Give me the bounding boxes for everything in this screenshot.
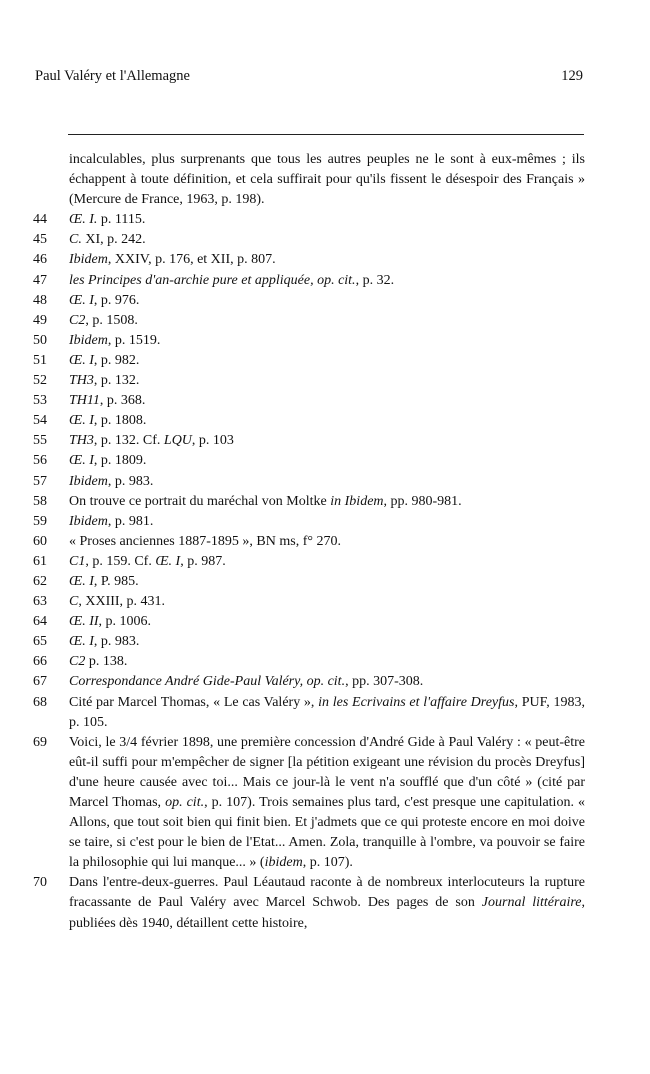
endnote-italic-segment: in les Ecrivains et l'affaire Dreyfus <box>318 694 515 710</box>
endnote-italic-segment: Œ. I <box>69 413 94 429</box>
page-number: 129 <box>561 68 583 84</box>
endnote-text <box>69 351 585 371</box>
endnote <box>33 250 585 270</box>
endnote-text <box>69 391 585 411</box>
endnote <box>33 733 585 874</box>
endnote-number: 44 <box>33 212 47 228</box>
endnote-segment: , p. 32. <box>355 272 395 288</box>
endnote-number: 70 <box>33 875 47 891</box>
endnote <box>33 431 585 451</box>
endnote-segment: , p. 976. <box>93 292 140 308</box>
endnote-italic-segment: Œ. I <box>69 634 94 650</box>
endnote-text <box>69 472 585 492</box>
endnote-italic-segment: Ibidem <box>69 513 108 529</box>
endnote-text <box>69 451 585 471</box>
endnote <box>33 572 585 592</box>
endnote-italic-segment: TH11 <box>69 393 100 409</box>
endnote-text <box>69 291 585 311</box>
endnote-italic-segment: Œ. II <box>69 614 99 630</box>
endnote-segment: , p. 1006. <box>98 614 152 630</box>
endnote <box>33 311 585 331</box>
endnote-segment: , p. 132. Cf. <box>93 433 164 449</box>
endnote-segment: , P. 985. <box>93 573 139 589</box>
endnote-number: 62 <box>33 573 47 589</box>
endnote-italic-segment: C2 <box>69 312 86 328</box>
endnote-text <box>69 371 585 391</box>
endnote-text <box>69 873 585 933</box>
endnote-italic-segment: in Ibidem <box>330 493 384 509</box>
endnote-italic-segment: C <box>69 594 79 610</box>
endnote-segment: , p. 107). Trois semaines plus tard, c'est presque une capitulation. « Allons, que tout soit bien qui finit bien. Et j'admets que ce qui proteste encore en moi doive se taire, si c'est pour le bien de l'Etat... Amen. Zola, tranquille à l'ombre, va pouvoir se faire la philosophie qui lui manque... » ( <box>69 795 585 871</box>
endnote-number: 68 <box>33 694 47 710</box>
endnote-italic-segment: op. cit. <box>165 795 205 810</box>
endnote-number: 49 <box>33 312 47 328</box>
endnote-segment: , pp. 980-981. <box>383 493 462 509</box>
endnote-text <box>69 271 585 291</box>
endnote-segment: Cité par Marcel Thomas, « Le cas Valéry », <box>69 694 319 710</box>
endnote-text <box>69 492 585 512</box>
endnote-italic-segment: C1 <box>69 553 86 569</box>
endnote-segment: Dans l'entre-deux-guerres. Paul Léautaud raconte à de nombreux interlocuteurs la rupture fracassante de Paul Valéry avec Marcel Schwob. Des pages de son <box>69 875 585 911</box>
endnote-italic-segment: Œ. I. <box>69 212 98 228</box>
endnote <box>33 632 585 652</box>
endnote-text <box>69 572 585 592</box>
endnote-italic-segment: C. <box>69 232 82 248</box>
endnote <box>33 532 585 552</box>
endnote-italic-segment: LQU <box>163 433 192 449</box>
endnote-segment: , PUF, 1983, p. 105. <box>69 694 585 730</box>
endnote-italic-segment: Œ. I <box>69 352 94 368</box>
endnote-text <box>69 693 585 733</box>
endnote-number: 66 <box>33 654 47 670</box>
endnote <box>33 411 585 431</box>
endnote-text <box>69 512 585 532</box>
endnote-text <box>69 672 585 692</box>
endnote-italic-segment: Œ. I <box>69 573 94 589</box>
endnote <box>33 331 585 351</box>
endnote <box>33 291 585 311</box>
endnote-text <box>69 331 585 351</box>
endnote-number: 63 <box>33 594 47 610</box>
endnote <box>33 391 585 411</box>
endnote-text <box>69 552 585 572</box>
endnote-segment: , p. 1508. <box>85 312 138 328</box>
endnote-text <box>69 230 585 250</box>
endnote-number: 48 <box>33 292 47 308</box>
endnote-number: 51 <box>33 352 47 368</box>
endnote-text <box>69 612 585 632</box>
endnote-segment: On trouve ce portrait du maréchal von Moltke <box>69 493 331 509</box>
endnote-italic-segment: les Principes d'an-archie pure et appliquée, op. cit. <box>69 272 356 288</box>
endnotes-list <box>33 150 585 934</box>
endnote-italic-segment: ibidem <box>264 855 303 871</box>
endnote-number: 69 <box>33 734 47 750</box>
endnote-segment: Voici, le 3/4 février 1898, une première concession d'André Gide à Paul Valéry : « peut-être eût-il suffi pour m'empêcher de signer [la pétition exigeant une révision du procès Dreyfus] d'une heure causée avec toi... Mais ce jour-là le vent n'a soufflé que d'un côté » (cité par Marcel Thomas, <box>69 734 585 810</box>
endnote-segment: p. 1115. <box>97 212 146 228</box>
endnote-number: 64 <box>33 614 47 630</box>
running-header <box>35 68 583 90</box>
endnote-segment: , p. 132. <box>93 373 140 389</box>
endnote-italic-segment: Œ. I <box>69 292 94 308</box>
endnote-italic-segment: Ibidem <box>69 252 108 268</box>
endnote-segment: , p. 983. <box>93 634 140 650</box>
endnote-segment: , p. 1809. <box>93 453 147 469</box>
endnote <box>33 873 585 933</box>
endnote <box>33 271 585 291</box>
endnote-segment: , p. 107). <box>302 855 353 871</box>
endnote-italic-segment: Journal littéraire <box>481 895 582 911</box>
endnote-segment: , p. 983. <box>107 473 154 489</box>
endnote-text <box>69 652 585 672</box>
endnote-number: 59 <box>33 513 47 529</box>
endnote-italic-segment: C2 <box>69 654 86 670</box>
endnote-number: 52 <box>33 373 47 389</box>
endnote-number: 61 <box>33 553 47 569</box>
endnote-number: 55 <box>33 433 47 449</box>
footnote-separator-rule <box>68 134 584 135</box>
endnote-segment: , XXIV, p. 176, et XII, p. 807. <box>107 252 276 268</box>
endnote-number: 58 <box>33 493 47 509</box>
endnote-italic-segment: Œ. I <box>69 453 94 469</box>
endnote-text <box>69 250 585 270</box>
endnote-text <box>69 210 585 230</box>
endnote-segment: , p. 368. <box>99 393 146 409</box>
endnote-segment: , publiées dès 1940, détaillent cette histoire, <box>69 895 585 931</box>
endnote <box>33 230 585 250</box>
endnote-number: 65 <box>33 634 47 650</box>
endnote-number: 56 <box>33 453 47 469</box>
endnote <box>33 592 585 612</box>
endnote-number: 50 <box>33 332 47 348</box>
endnote <box>33 451 585 471</box>
endnote-number: 53 <box>33 393 47 409</box>
endnote <box>33 672 585 692</box>
endnote-text <box>69 431 585 451</box>
endnote <box>33 210 585 230</box>
endnote-segment: , p. 1808. <box>93 413 147 429</box>
endnote-italic-segment: Œ. I <box>155 553 181 569</box>
endnote-segment: , XXIII, p. 431. <box>78 594 166 610</box>
endnote <box>33 552 585 572</box>
endnote-text <box>69 311 585 331</box>
running-title: Paul Valéry et l'Allemagne <box>35 68 190 84</box>
endnote-number: 46 <box>33 252 47 268</box>
endnote-segment: , p. 159. Cf. <box>85 553 156 569</box>
endnote-number: 67 <box>33 674 47 690</box>
endnote-number: 60 <box>33 533 47 549</box>
endnote-number: 54 <box>33 413 47 429</box>
endnote-text <box>69 592 585 612</box>
endnote-segment: , p. 987. <box>180 553 226 569</box>
endnote-segment: p. 138. <box>85 654 128 670</box>
endnote-italic-segment: TH3 <box>69 373 94 389</box>
endnote-text <box>69 411 585 431</box>
endnote-number: 45 <box>33 232 47 248</box>
continued-note-text: incalculables, plus surprenants que tous les autres peuples ne le sont à eux-mêmes ; ils échappent à toute définition, et cela suffirait pour qu'ils fissent le désespoir des Français » (Mercure de France, 1963, p. 198). <box>69 152 585 208</box>
endnote-italic-segment: Ibidem <box>69 473 108 489</box>
endnote <box>33 492 585 512</box>
endnote-segment: , p. 982. <box>93 352 140 368</box>
endnote <box>33 693 585 733</box>
endnote-segment: , p. 103 <box>191 433 234 449</box>
endnote <box>33 351 585 371</box>
endnote-number: 47 <box>33 272 47 288</box>
endnote-text <box>69 733 585 874</box>
endnote-text <box>69 632 585 652</box>
endnote-segment: , p. 1519. <box>107 332 161 348</box>
endnote-segment: , pp. 307-308. <box>345 674 424 690</box>
endnote-italic-segment: Ibidem <box>69 332 108 348</box>
endnote-segment: XI, p. 242. <box>81 232 146 248</box>
endnote-segment: , p. 981. <box>107 513 154 529</box>
endnote <box>33 512 585 532</box>
endnote <box>33 652 585 672</box>
endnote <box>33 612 585 632</box>
endnote-italic-segment: Correspondance André Gide-Paul Valéry, op. cit. <box>69 674 346 690</box>
endnote-number: 57 <box>33 473 47 489</box>
endnote <box>33 472 585 492</box>
endnote-segment: « Proses anciennes 1887-1895 », BN ms, f° 270. <box>69 533 341 549</box>
endnote-text <box>69 532 585 552</box>
endnote-italic-segment: TH3 <box>69 433 94 449</box>
endnote <box>33 371 585 391</box>
